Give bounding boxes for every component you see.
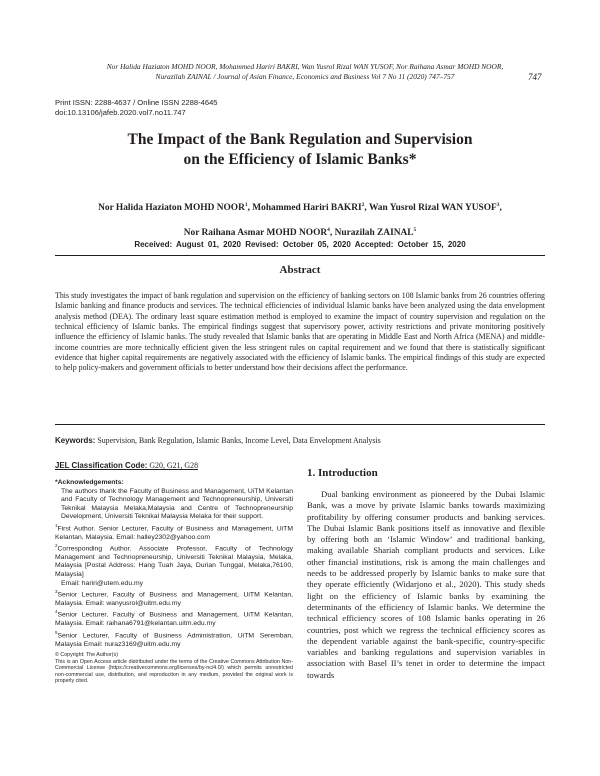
author-name: Wan Yusrol Rizal WAN YUSOF (368, 203, 497, 214)
author-affiliation-marker: 5 (413, 227, 417, 234)
running-header (70, 62, 540, 82)
divider-bottom (55, 424, 545, 425)
author-name: Nor Halida Haziaton MOHD NOOR (98, 203, 245, 214)
received-dates: Received: August 01, 2020 Revised: October 05, 2020 Accepted: October 15, 2020 (134, 240, 466, 249)
acknowledgements-heading: *Acknowledgements: (55, 479, 124, 486)
copyright-notice (55, 652, 293, 685)
issn-block (55, 98, 218, 118)
doi-line[interactable]: doi:10.13106/jafeb.2020.vol7.no11.747 (55, 108, 186, 117)
jel-label: JEL Classification Code: (55, 461, 148, 470)
footnote-text: Senior Lecturer, Faculty of Business and Management, UiTM Kelantan, Malaysia. Email: wanyusrol@uitm.edu.my (55, 591, 293, 607)
introduction-heading: 1. Introduction (307, 467, 378, 479)
running-header-line-2: Nurazilah ZAINAL / Journal of Asian Finance, Economics and Business Vol 7 No 11 (2020) 747–757 (155, 72, 455, 81)
footnote-text: Corresponding Author. Associate Professor, Faculty of Technology Management and Technopreneurship, Universiti Teknikal Malaysia, Melaka, Malaysia [Postal Address: Hang Tuah Jaya, Durian Tunggal, Melaka,76100, Malaysia] (55, 545, 293, 578)
paper-title-line-1: The Impact of the Bank Regulation and Supervision (127, 131, 473, 148)
footnote-4 (55, 608, 293, 628)
footnote-5 (55, 629, 293, 649)
author-name: Nurazilah ZAINAL (334, 228, 414, 239)
license-text: This is an Open Access article distributed under the terms of the Creative Commons Attribution Non-Commercial License (https://creativecommons.org/licenses/by-nc/4.0/) which permits unrestricted non-commercial use, distribution, and reproduction in any medium, provided the original work is properly cited. (55, 658, 293, 685)
abstract-text: This study investigates the impact of bank regulation and supervision on the efficiency of banking sectors on 108 Islamic banks from 26 countries offering Islamic banking and finance products and services. The technical efficiencies of individual Islamic banks have been analyzed using the data envelopment analysis method (DEA). The ordinary least square estimation method is employed to examine the impact of country supervision and regulation on the technical efficiency of Islamic banks. The empirical findings suggest that supervisory power, activity restrictions and private monitoring positively influence the efficiency of Islamic banks. The study revealed that Islamic banks that are operating in Middle East and North Africa (MENA) and middle-income countries are more technically efficient given the less stringent rules on capital requirement and we found that there is statistically significant evidence that higher capital requirements are negatively associated with the efficiency of Islamic banks. The empirical findings of this study are expected to help policy-makers and government officials to better understand how their decisions affect the performance. (55, 291, 545, 373)
page-number: 747 (528, 72, 542, 82)
copyright-line: © Copyright: The Author(s) (55, 652, 118, 658)
author-name: Nor Raihana Asmar MOHD NOOR (183, 228, 328, 239)
author-affiliation-marker: 2 (361, 202, 365, 208)
issn-line: Print ISSN: 2288-4637 / Online ISSN 2288-4645 (55, 98, 218, 107)
keywords (55, 436, 545, 446)
author-list (55, 194, 545, 244)
author-affiliation-marker: 1 (244, 202, 248, 208)
author-affiliation-marker: 3 (496, 202, 500, 208)
footnote-rule (55, 469, 198, 470)
footnote-text: First Author. Senior Lecturer, Faculty of Business and Management, UiTM Kelantan, Malaysia. Email: halley2302@yahoo.com (55, 525, 293, 541)
author-line-2: Nor Raihana Asmar MOHD NOOR$^4$, Nurazilah ZAINAL$^5$ (183, 227, 417, 239)
running-header-line-1: Nor Halida Haziaton MOHD NOOR, Mohammed Hariri BAKRI, Wan Yusrol Rizal WAN YUSOF, Nor Raihana Asmar MOHD NOOR, (106, 62, 504, 71)
introduction-text: Dual banking environment as pioneered by the Dubai Islamic Bank, was a move by private Islamic banks towards maximizing profitability by offering consumer products and banking services. The Dubai Islamic Bank positions itself as innovative and flexible by offering both an ‘Islamic Window’ and traditional banking, making available Shariah compliant products and services. Like other financial institutions, risk is among the main challenges and needs to be addressed properly by Islamic banks to make sure that they operate efficiently (Widarjono et al., 2020). This study sheds light on the efficiency of Islamic banks by examining the determinants of the efficiency of Islamic banks. We determine the technical efficiency scores of 108 Islamic banks operating in 26 countries, post which we regress the technical efficiency scores as the dependent variable against the bank-specific, country-specific variables and banking regulations and supervision variables in association with Basel II’s tenet in order to determine the impact towards (307, 489, 545, 680)
paper-title-line-2: on the Efficiency of Islamic Banks* (183, 150, 417, 168)
keywords-text: Supervision, Bank Regulation, Islamic Banks, Income Level, Data Envelopment Analysis (97, 436, 381, 445)
footnote-marker: 1 (55, 522, 58, 528)
footnote-1 (55, 522, 293, 542)
author-name: Mohammed Hariri BAKRI (252, 203, 362, 214)
footnote-text: Senior Lecturer, Faculty of Business and Management, UiTM Kelantan, Malaysia. Email: raihana6791@kelantan.uitm.edu.my (55, 611, 293, 628)
acknowledgements-text: The authors thank the Faculty of Business and Management, UiTM Kelantan and Faculty of Technology Management and Technopreneurship, Universiti Teknikal Malaysia Melaka,Malaysia and Centre of Technopreneurship Development, Universiti Teknikal Malaysia Melaka for their support. (61, 487, 293, 521)
footnote-marker: 2 (55, 543, 58, 549)
footnote-marker: 5 (55, 629, 58, 635)
author-affiliation-marker: 4 (327, 227, 330, 234)
footnote-3 (55, 588, 293, 608)
footnotes (55, 479, 293, 649)
paper-title (55, 130, 545, 169)
divider-top (55, 255, 545, 256)
footnote-marker: 3 (55, 589, 58, 595)
footnote-text: Senior Lecturer, Faculty of Business Administration, UiTM Seremban, Malaysia Email: nuraz3169@uitm.edu.my (55, 632, 293, 648)
keywords-label: Keywords: (55, 436, 96, 445)
footnote-marker: 4 (55, 609, 58, 615)
footnote-2-email: Email: hariri@utem.edu.my (61, 579, 144, 587)
jel-text: G20, G21, G28 (149, 461, 199, 470)
footnote-2 (55, 542, 293, 579)
author-line-1: Nor Halida Haziaton MOHD NOOR$^1$, Mohammed Hariri BAKRI$^2$, Wan Yusrol Rizal WAN YUSOF$^3$, (98, 202, 502, 214)
abstract-heading: Abstract (279, 264, 321, 276)
